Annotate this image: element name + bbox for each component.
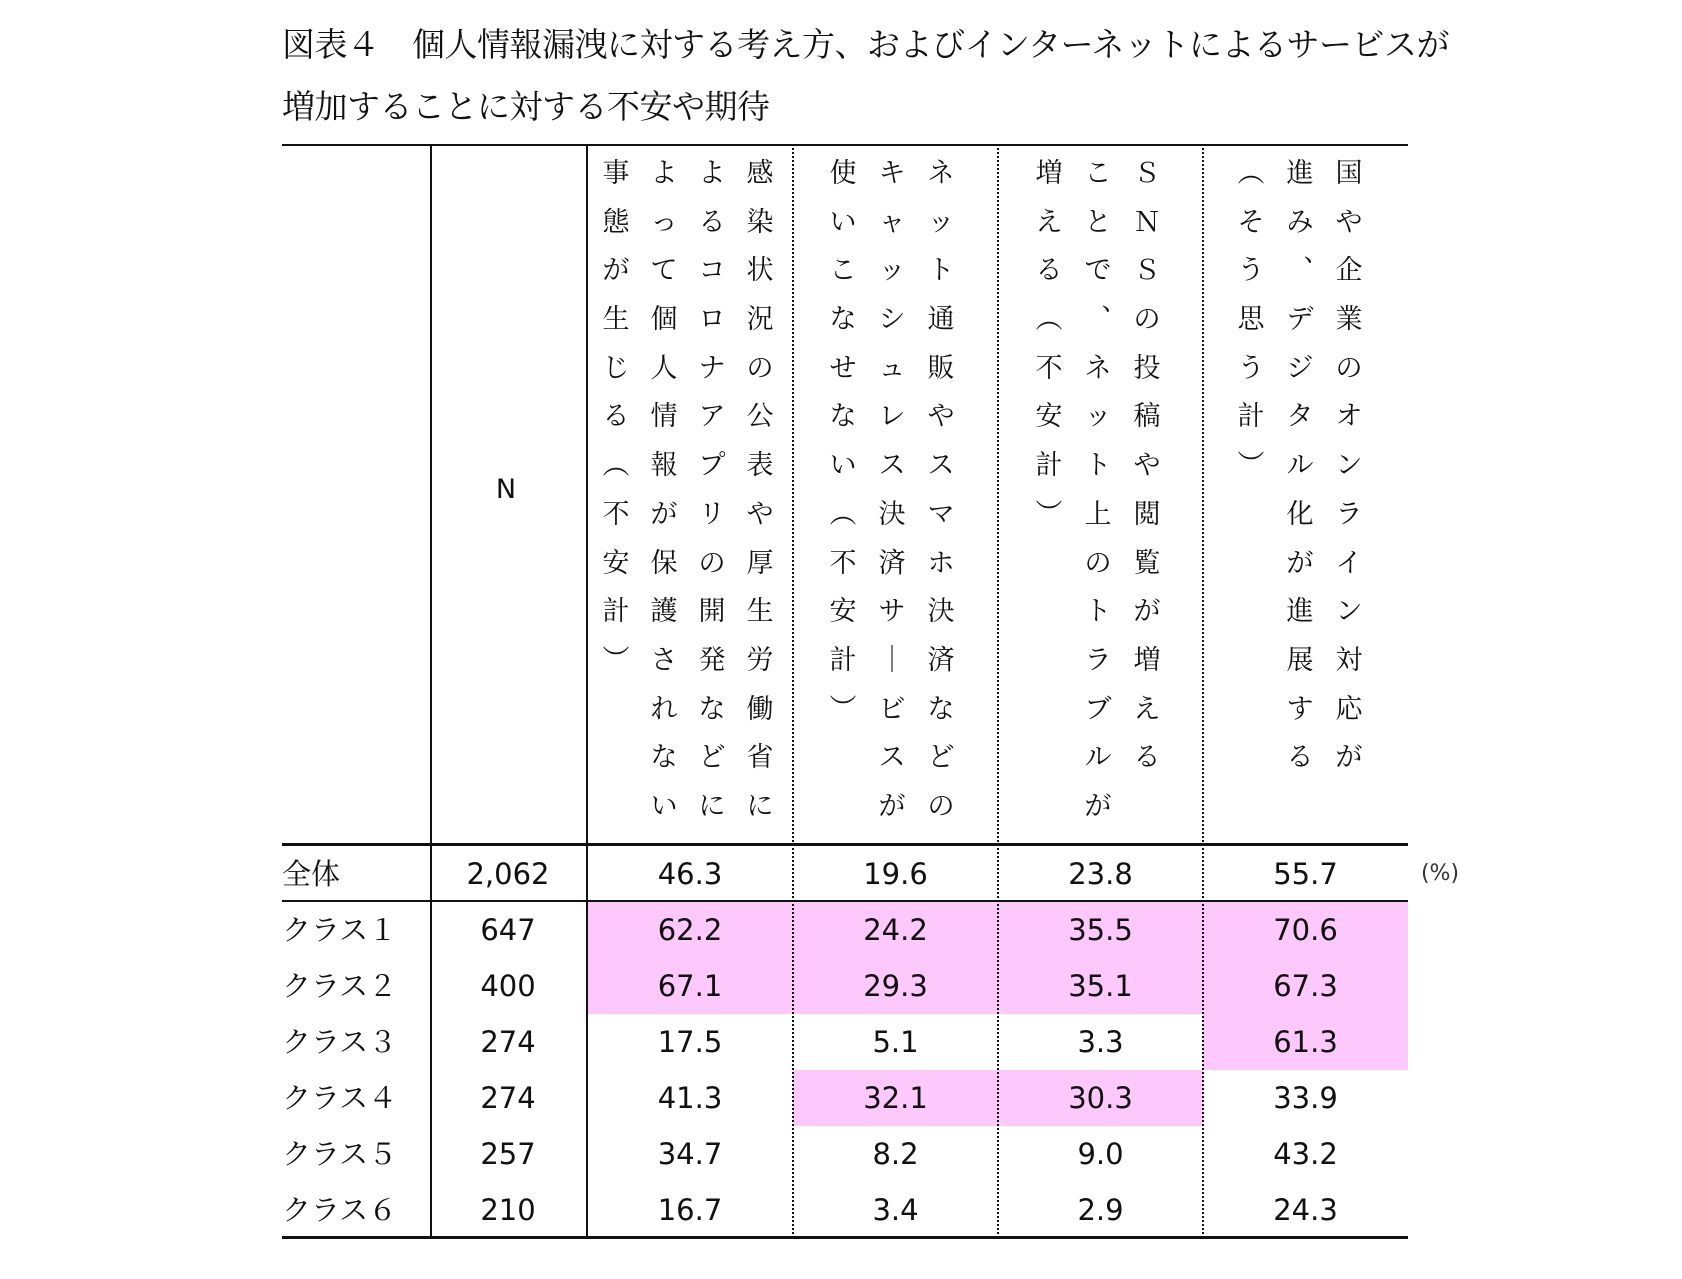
row-value-col1: 34.7 (657, 1137, 723, 1171)
row-value-col4: 55.7 (1273, 857, 1338, 891)
row-value-col4: 67.3 (1273, 969, 1338, 1003)
row-n: 2,062 (466, 857, 550, 891)
header-col3-line1: 増 え る ︵ 不 安 計 ︶ (1035, 158, 1063, 530)
row-value-col1: 62.2 (657, 913, 723, 947)
header-col1-line1: 事 態 が 生 じ る ︵ 不 安 計 ︶ (602, 158, 630, 676)
row-label: クラス５ (282, 1137, 398, 1171)
header-col4-line1: ︵ そ う 思 う 計 ︶ (1237, 158, 1265, 482)
row-label: クラス６ (282, 1193, 398, 1227)
row-value-col2: 19.6 (863, 857, 928, 891)
row-value-col3: 3.3 (1077, 1025, 1124, 1059)
header-col4-line3: 国 や 企 業 の オ ン ラ イ ン 対 応 が (1335, 158, 1363, 774)
row-value-col4: 61.3 (1273, 1025, 1338, 1059)
row-value-col3: 30.3 (1068, 1081, 1133, 1115)
unit-label: (%) (1420, 861, 1460, 886)
row-value-col1: 17.5 (657, 1025, 723, 1059)
row-label: クラス４ (282, 1081, 398, 1115)
header-col3-line3: Ｓ Ｎ Ｓ の 投 稿 や 閲 覧 が 増 え る (1133, 158, 1161, 774)
row-n: 257 (480, 1137, 536, 1171)
row-label: クラス３ (282, 1025, 398, 1059)
row-n: 647 (480, 913, 536, 947)
row-value-col3: 35.1 (1068, 969, 1133, 1003)
row-value-col2: 3.4 (872, 1193, 919, 1227)
row-label: 全体 (282, 857, 341, 891)
row-value-col2: 29.3 (863, 969, 928, 1003)
row-value-col1: 41.3 (657, 1081, 723, 1115)
row-value-col1: 16.7 (657, 1193, 723, 1227)
table-row (282, 1014, 1408, 1070)
header-col1 (588, 144, 792, 834)
row-value-col2: 32.1 (863, 1081, 928, 1115)
row-label: クラス２ (282, 969, 398, 1003)
header-col1-line3: よ る コ ロ ナ ア プ リ の 開 発 な ど に (698, 158, 726, 822)
table-row (282, 902, 1408, 958)
header-col2-line3: ネ ッ ト 通 販 や ス マ ホ 決 済 な ど の (927, 158, 955, 822)
header-col2 (793, 144, 997, 834)
header-n: N (495, 474, 517, 505)
header-col2-line2: キ ャ ッ シ ュ レ ス 決 済 サ ｜ ビ ス が (878, 158, 906, 822)
title-line-2: 増加することに対する不安や期待 (282, 87, 770, 126)
row-value-col3: 2.9 (1077, 1193, 1124, 1227)
title-line-1: 図表４ 個人情報漏洩に対する考え方、およびインターネットによるサービスが (282, 25, 1450, 64)
row-n: 400 (480, 969, 536, 1003)
row-value-col2: 24.2 (863, 913, 928, 947)
row-value-col3: 23.8 (1068, 857, 1133, 891)
row-value-col2: 5.1 (872, 1025, 919, 1059)
header-col1-line4: 感 染 状 況 の 公 表 や 厚 生 労 働 省 に (746, 158, 774, 822)
row-n: 274 (480, 1081, 536, 1115)
row-label: クラス１ (282, 913, 398, 947)
row-value-col1: 46.3 (657, 857, 723, 891)
header-col3-line2: こ と で ︑ ネ ッ ト 上 の ト ラ ブ ル が (1084, 158, 1112, 822)
header-col4 (1203, 144, 1407, 834)
table-row-total (282, 846, 1460, 902)
header-col3 (998, 144, 1202, 834)
row-value-col4: 24.3 (1273, 1193, 1338, 1227)
row-value-col2: 8.2 (872, 1137, 919, 1171)
page-title (282, 14, 1522, 138)
row-value-col4: 70.6 (1273, 913, 1338, 947)
table-row (282, 1070, 1408, 1126)
row-n: 274 (480, 1025, 536, 1059)
header-col4-line2: 進 み ︑ デ ジ タ ル 化 が 進 展 す る (1286, 158, 1314, 774)
row-value-col1: 67.1 (657, 969, 723, 1003)
row-value-col4: 33.9 (1273, 1081, 1338, 1115)
table-row (282, 1182, 1408, 1238)
row-value-col4: 43.2 (1273, 1137, 1338, 1171)
table-row (282, 958, 1408, 1014)
table-row (282, 1126, 1408, 1182)
row-value-col3: 35.5 (1068, 913, 1133, 947)
header-col1-line2: よ っ て 個 人 情 報 が 保 護 さ れ な い (650, 158, 678, 822)
row-n: 210 (480, 1193, 536, 1227)
data-table (282, 144, 1460, 1238)
header-col2-line1: 使 い こ な せ な い ︵ 不 安 計 ︶ (829, 158, 857, 725)
row-value-col3: 9.0 (1077, 1137, 1124, 1171)
